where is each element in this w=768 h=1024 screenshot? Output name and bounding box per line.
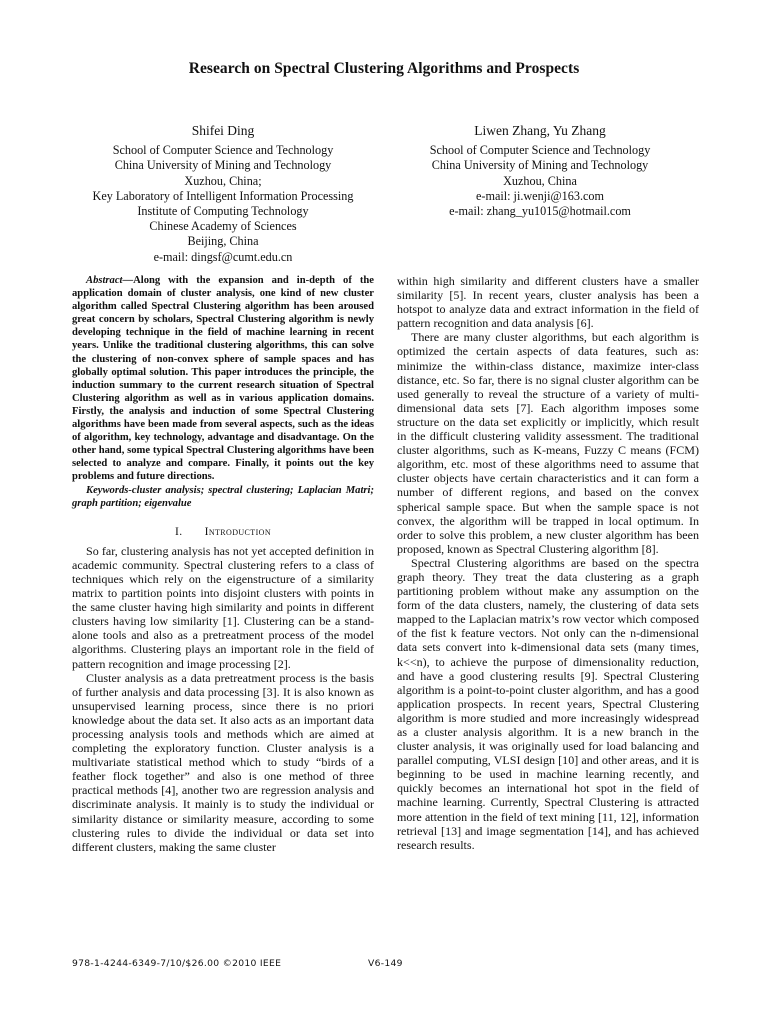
affiliation-line: China University of Mining and Technology (114, 158, 332, 173)
section-heading-introduction (72, 525, 374, 539)
body-paragraph: Cluster analysis as a data pretreatment process is the basis of further analysis and data processing [3]. It is also known as unsupervised learning process, since there is no priori knowledge about the data set. It also acts as an important data processing analysis tools and methods which are aimed at completing the exploratory function. Cluster analysis is a multivariate statistical method which to study “birds of a feather flock together” and also is one method of three practical methods [4], another two are regression analysis and discriminate analysis. It mainly is to study the individual or similarity distance or similarity measure, according to some clustering rules to divide the individual or data set into different clusters, making the same cluster (72, 670, 374, 854)
section-number: I. (175, 524, 183, 538)
left-column (72, 274, 374, 854)
author-block-right (370, 123, 710, 219)
abstract-lead: Abstract (86, 275, 123, 286)
author-email: e-mail: dingsf@cumt.edu.cn (153, 249, 293, 264)
author-email: e-mail: ji.wenji@163.com (476, 188, 604, 203)
affiliation-line: Institute of Computing Technology (137, 204, 309, 219)
author-block-left (58, 123, 388, 265)
affiliation-line: Beijing, China (187, 234, 259, 249)
author-email: e-mail: zhang_yu1015@hotmail.com (449, 204, 631, 219)
author-name-right: Liwen Zhang, Yu Zhang (474, 123, 606, 138)
affiliation-line: Xuzhou, China (503, 173, 577, 188)
right-column (397, 274, 699, 852)
body-paragraph: So far, clustering analysis has not yet accepted definition in academic community. Spectral clustering refers to a class of techniques which rely on the eigenstructure of a similarity matrix to partition points into disjoint clusters with points in the same cluster having high similarity and points in different clusters having low similarity [1]. Clustering can be a stand-alone tools and also as a pretreatment process of the model algorithms. Clustering plays an important role in the field of pattern recognition and image processing [2]. (72, 543, 374, 671)
affiliation-line: Key Laboratory of Intelligent Information Processing (92, 188, 354, 203)
affiliation-line: School of Computer Science and Technology (112, 143, 334, 158)
section-title: Introduction (204, 524, 271, 538)
paper-title: Research on Spectral Clustering Algorithms and Prospects (188, 60, 580, 77)
abstract-text: Along with the expansion and in-depth of the application domain of cluster analysis, one kind of new cluster algorithm called Spectral Clustering algorithm has been aroused great concern by scholars, Spectral Clustering algorithm is newly developing technique in the field of machine learning in recent years. Unlike the traditional clustering algorithms, this can solve the clustering of non-convex sphere of sample spaces and has globally optimal solution. This paper introduces the principle, the induction summary to the current research situation of Spectral Clustering algorithm as well as in various application domains. Firstly, the analysis and induction of some Spectral Clustering algorithms have been made from several aspects, such as the ideas of algorithm, key technology, advantage and disadvantage. On the other hand, some typical Spectral Clustering algorithms have been selected to analyze and compare. Finally, it points out the key problems and future directions. (72, 275, 374, 483)
abstract (72, 274, 374, 484)
author-name-left: Shifei Ding (191, 123, 255, 138)
body-paragraph: within high similarity and different clusters have a smaller similarity [5]. In recent years, cluster analysis has been a hotspot to analyze data and extract information in the field of pattern recognition and data analysis [6]. (397, 274, 699, 331)
body-paragraph: There are many cluster algorithms, but each algorithm is optimized the certain aspects of data features, such as: minimize the within-class distance, maximize inter-class distance, etc. So far, there is no signal cluster algorithm can be used generally to reveal the structure of a variety of multi-dimensional data sets [7]. Each algorithm imposes some structure on the data set explicitly or implicitly, which result in the difficult clustering validity assessment. The traditional cluster algorithms, such as K-means, Fuzzy C means (FCM) algorithm, etc. most of these algorithms need to assume that cluster objects have certain characteristics and it can form a number of different regions, and based on the convex spherical sample space. But when the sample space is not convex, the algorithm will be trapped in local optimum. In order to solve this problem, a new cluster algorithm has been proposed, known as Spectral Clustering algorithm [8]. (397, 330, 699, 556)
footer-copyright: 978-1-4244-6349-7/10/$26.00 ©2010 IEEE (72, 958, 282, 969)
body-paragraph: Spectral Clustering algorithms are based on the spectra graph theory. They treat the data clustering as a graph partitioning problem without make any assumption on the form of the data clusters, namely, the clustering of data sets mapped to the Laplacian matrix’s row vector which composed of the fist k feature vectors. Not only can the n-dimensional data sets convert into k-dimensional data sets (many times, k<<n), to achieve the purpose of dimensionality reduction, and have a good clustering results [9]. Spectral Clustering algorithm is a point-to-point cluster algorithm, and has a good application prospects. In recent years, Spectral Clustering algorithm is more studied and more increasingly widespread as a cluster analysis algorithm. It is a new branch in the cluster analysis, it was originally used for load balancing and parallel computing, VLSI design [10] and other areas, and it is beginning to be used in machine learning recently, and quickly becomes an international hot spot in the field of machine learning. Currently, Spectral Clustering is attracted more attention in the field of text mining [11, 12], information retrieval [13] and image segmentation [14], and has achieved research results. (397, 555, 699, 852)
keywords: Keywords-cluster analysis; spectral clustering; Laplacian Matri; graph partition; eigenvalue (72, 484, 374, 509)
affiliation-line: Chinese Academy of Sciences (149, 219, 297, 234)
affiliation-line: China University of Mining and Technology (431, 158, 649, 173)
footer-page-number: V6-149 (368, 958, 403, 969)
abstract-dash: — (122, 275, 134, 286)
affiliation-line: School of Computer Science and Technology (429, 143, 651, 158)
affiliation-line: Xuzhou, China; (184, 173, 262, 188)
